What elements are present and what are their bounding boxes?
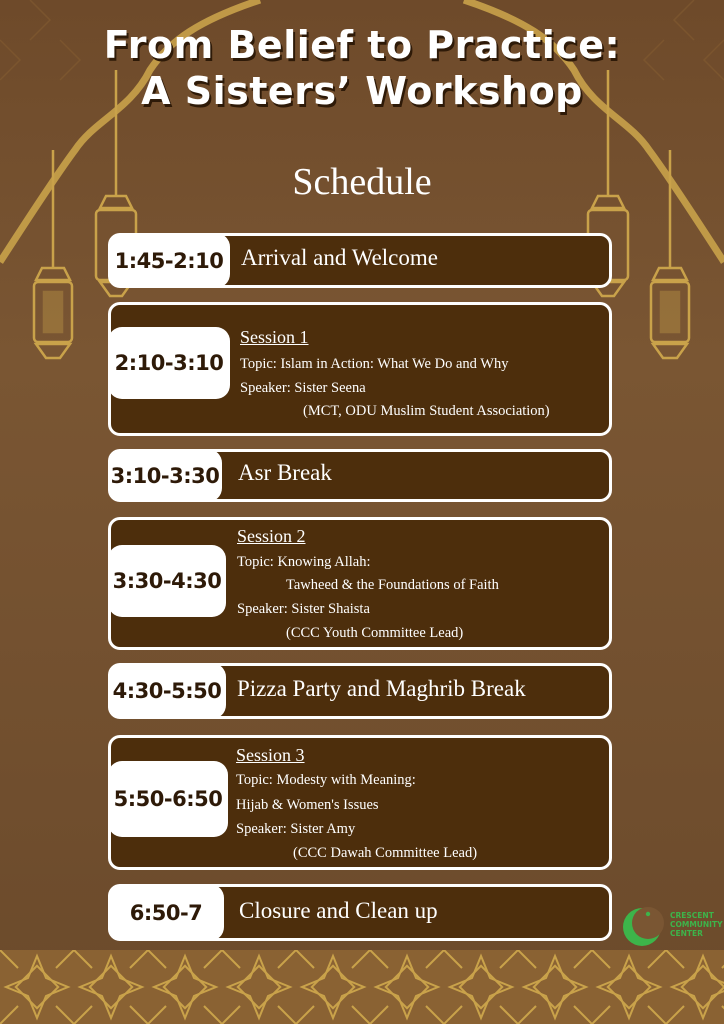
speaker-affiliation: (CCC Youth Committee Lead) — [286, 625, 464, 641]
schedule-row-session-3 — [108, 735, 612, 870]
schedule-row-session-2 — [108, 517, 612, 650]
session-topic-continued: Hijab & Women's Issues — [236, 797, 379, 813]
event-label: Arrival and Welcome — [241, 245, 438, 270]
time-pill: 4:30-5:50 — [108, 663, 226, 719]
event-label: Closure and Clean up — [239, 898, 438, 923]
speaker-affiliation: (MCT, ODU Muslim Student Association) — [303, 403, 550, 419]
crescent-community-center-logo — [618, 902, 724, 952]
schedule-row-session-1 — [108, 302, 612, 436]
logo-text-line: CENTER — [670, 929, 703, 938]
session-title: Session 2 — [237, 526, 306, 546]
speaker-affiliation: (CCC Dawah Committee Lead) — [293, 845, 478, 861]
session-speaker: Speaker: Sister Amy — [236, 821, 356, 837]
logo-text-line: COMMUNITY — [670, 920, 723, 929]
time-pill: 5:50-6:50 — [108, 761, 228, 837]
title-line-1: From Belief to Practice: — [103, 23, 621, 67]
session-title: Session 1 — [240, 327, 309, 347]
schedule-row-arrival — [108, 233, 612, 288]
session-speaker: Speaker: Sister Seena — [240, 380, 366, 396]
page-title — [0, 22, 724, 114]
schedule-row-closure — [108, 884, 612, 941]
crescent-icon — [618, 902, 668, 952]
session-topic-continued: Tawheed & the Foundations of Faith — [286, 577, 499, 593]
session-speaker: Speaker: Sister Shaista — [237, 601, 370, 617]
session-topic: Topic: Modesty with Meaning: — [236, 772, 416, 788]
session-title: Session 3 — [236, 745, 305, 765]
event-label: Asr Break — [238, 460, 332, 485]
title-line-2: A Sisters’ Workshop — [141, 69, 583, 113]
time-pill: 2:10-3:10 — [108, 327, 230, 399]
event-label: Pizza Party and Maghrib Break — [237, 676, 526, 701]
time-pill: 3:30-4:30 — [108, 545, 226, 617]
time-pill: 3:10-3:30 — [108, 449, 222, 502]
footer-pattern — [0, 950, 724, 1024]
session-topic: Topic: Knowing Allah: — [237, 554, 371, 570]
logo-text-line: CRESCENT — [670, 911, 714, 920]
schedule-row-pizza-party — [108, 663, 612, 719]
schedule-heading: Schedule — [292, 161, 432, 203]
geometric-pattern — [0, 950, 724, 1024]
schedule-row-asr-break — [108, 449, 612, 502]
session-topic: Topic: Islam in Action: What We Do and Why — [240, 356, 509, 372]
logo-text — [670, 911, 724, 938]
time-pill: 1:45-2:10 — [108, 233, 230, 288]
time-pill: 6:50-7 — [108, 884, 224, 941]
